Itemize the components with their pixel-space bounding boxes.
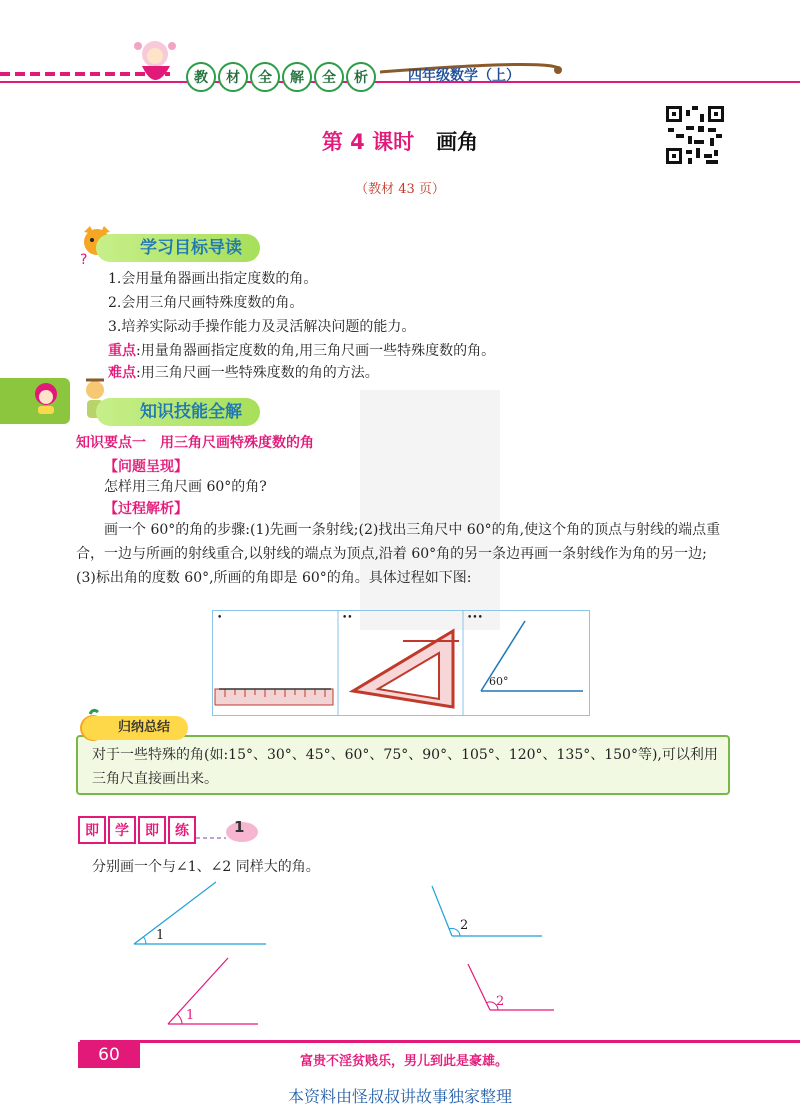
- goal-item: 2.会用三角尺画特殊度数的角。: [108, 295, 304, 311]
- exercise-number: 1: [234, 818, 245, 836]
- goal-item: 3.培养实际动手操作能力及灵活解决问题的能力。: [108, 319, 416, 335]
- goal-item: 1.会用量角器画出指定度数的角。: [108, 271, 318, 287]
- difficulty-point: [108, 362, 379, 384]
- exercise-char: 即: [78, 816, 106, 844]
- header-book-char: 全: [314, 62, 344, 92]
- exercise-number-badge: [196, 820, 260, 844]
- difficulty-label: 难点: [108, 365, 136, 381]
- footer-credit: 本资料由怪叔叔讲故事独家整理: [287, 1087, 512, 1106]
- summary-box: [76, 735, 730, 795]
- header-subtitle: 四年级数学（上）: [408, 68, 520, 84]
- process-text: 画一个 60°的角的步骤:(1)先画一条射线;(2)找出三角尺中 60°的角,使这个角的顶点与射线的端点重合，一边与所画的射线重合,以射线的端点为顶点,沿着 60°角的另一条边再画一条射线作为角的另一边;(3)标出角的度数 60°,所画的角即是 60°的角。具体过程如下图:: [76, 522, 721, 586]
- watermark-logo: [340, 380, 520, 640]
- fairy-mascot-icon: [130, 36, 180, 92]
- header-book-char: 材: [218, 62, 248, 92]
- lesson-name: 画角: [436, 130, 479, 154]
- exercise-char: 练: [168, 816, 196, 844]
- footer-rule: [80, 1040, 800, 1043]
- header-book-char: 全: [250, 62, 280, 92]
- textbook-reference: （教材 43 页）: [355, 182, 445, 197]
- key-point: [108, 340, 495, 362]
- difficulty-text: :用三角尺画一些特殊度数的角的方法。: [136, 365, 379, 381]
- key-label: 重点: [108, 343, 136, 359]
- angle-1-copy-label: 1: [186, 1008, 195, 1023]
- process-figures: [212, 610, 590, 716]
- summary-label: 归纳总结: [82, 716, 188, 740]
- figure-step-marker: •••: [467, 613, 483, 623]
- qr-code-icon[interactable]: [666, 106, 724, 164]
- header-book-char: 教: [186, 62, 216, 92]
- problem-tag: 【问题呈现】: [104, 459, 188, 475]
- process-tag: 【过程解析】: [104, 501, 188, 517]
- footer-motto: 富贵不淫贫贱乐，男儿到此是豪雄。: [300, 1054, 509, 1069]
- angle-1-label: 1: [156, 928, 165, 943]
- summary-text: 对于一些特殊的角(如:15°、30°、45°、60°、75°、90°、105°、120°、135°、150°等),可以利用三角尺直接画出来。: [92, 747, 718, 787]
- header-book-char: 析: [346, 62, 376, 92]
- angle-2-copy-label: 2: [496, 994, 505, 1009]
- lesson-number: 第 4 课时: [321, 130, 415, 154]
- header-decoration: [0, 58, 800, 92]
- knowledge-point-title: 知识要点一 用三角尺画特殊度数的角: [76, 435, 314, 451]
- skills-section-title: 知识技能全解: [96, 398, 260, 426]
- process-figure-panels: [213, 611, 589, 715]
- figure-angle-label: 60°: [489, 675, 509, 688]
- problem-text: 怎样用三角尺画 60°的角?: [104, 479, 267, 495]
- angle-2-label: 2: [460, 918, 469, 933]
- goals-section-title: 学习目标导读: [96, 234, 260, 262]
- figure-step-marker: ••: [342, 613, 353, 623]
- girl-mascot-icon: [30, 380, 62, 416]
- exercise-char: 即: [138, 816, 166, 844]
- exercise-prompt: 分别画一个与∠1、∠2 同样大的角。: [92, 859, 320, 875]
- page-number: 60: [78, 1042, 140, 1068]
- svg-text:?: ?: [80, 252, 88, 266]
- header-book-char: 解: [282, 62, 312, 92]
- figure-step-marker: •: [217, 613, 223, 623]
- key-text: :用量角器画指定度数的角,用三角尺画一些特殊度数的角。: [136, 343, 496, 359]
- exercise-char: 学: [108, 816, 136, 844]
